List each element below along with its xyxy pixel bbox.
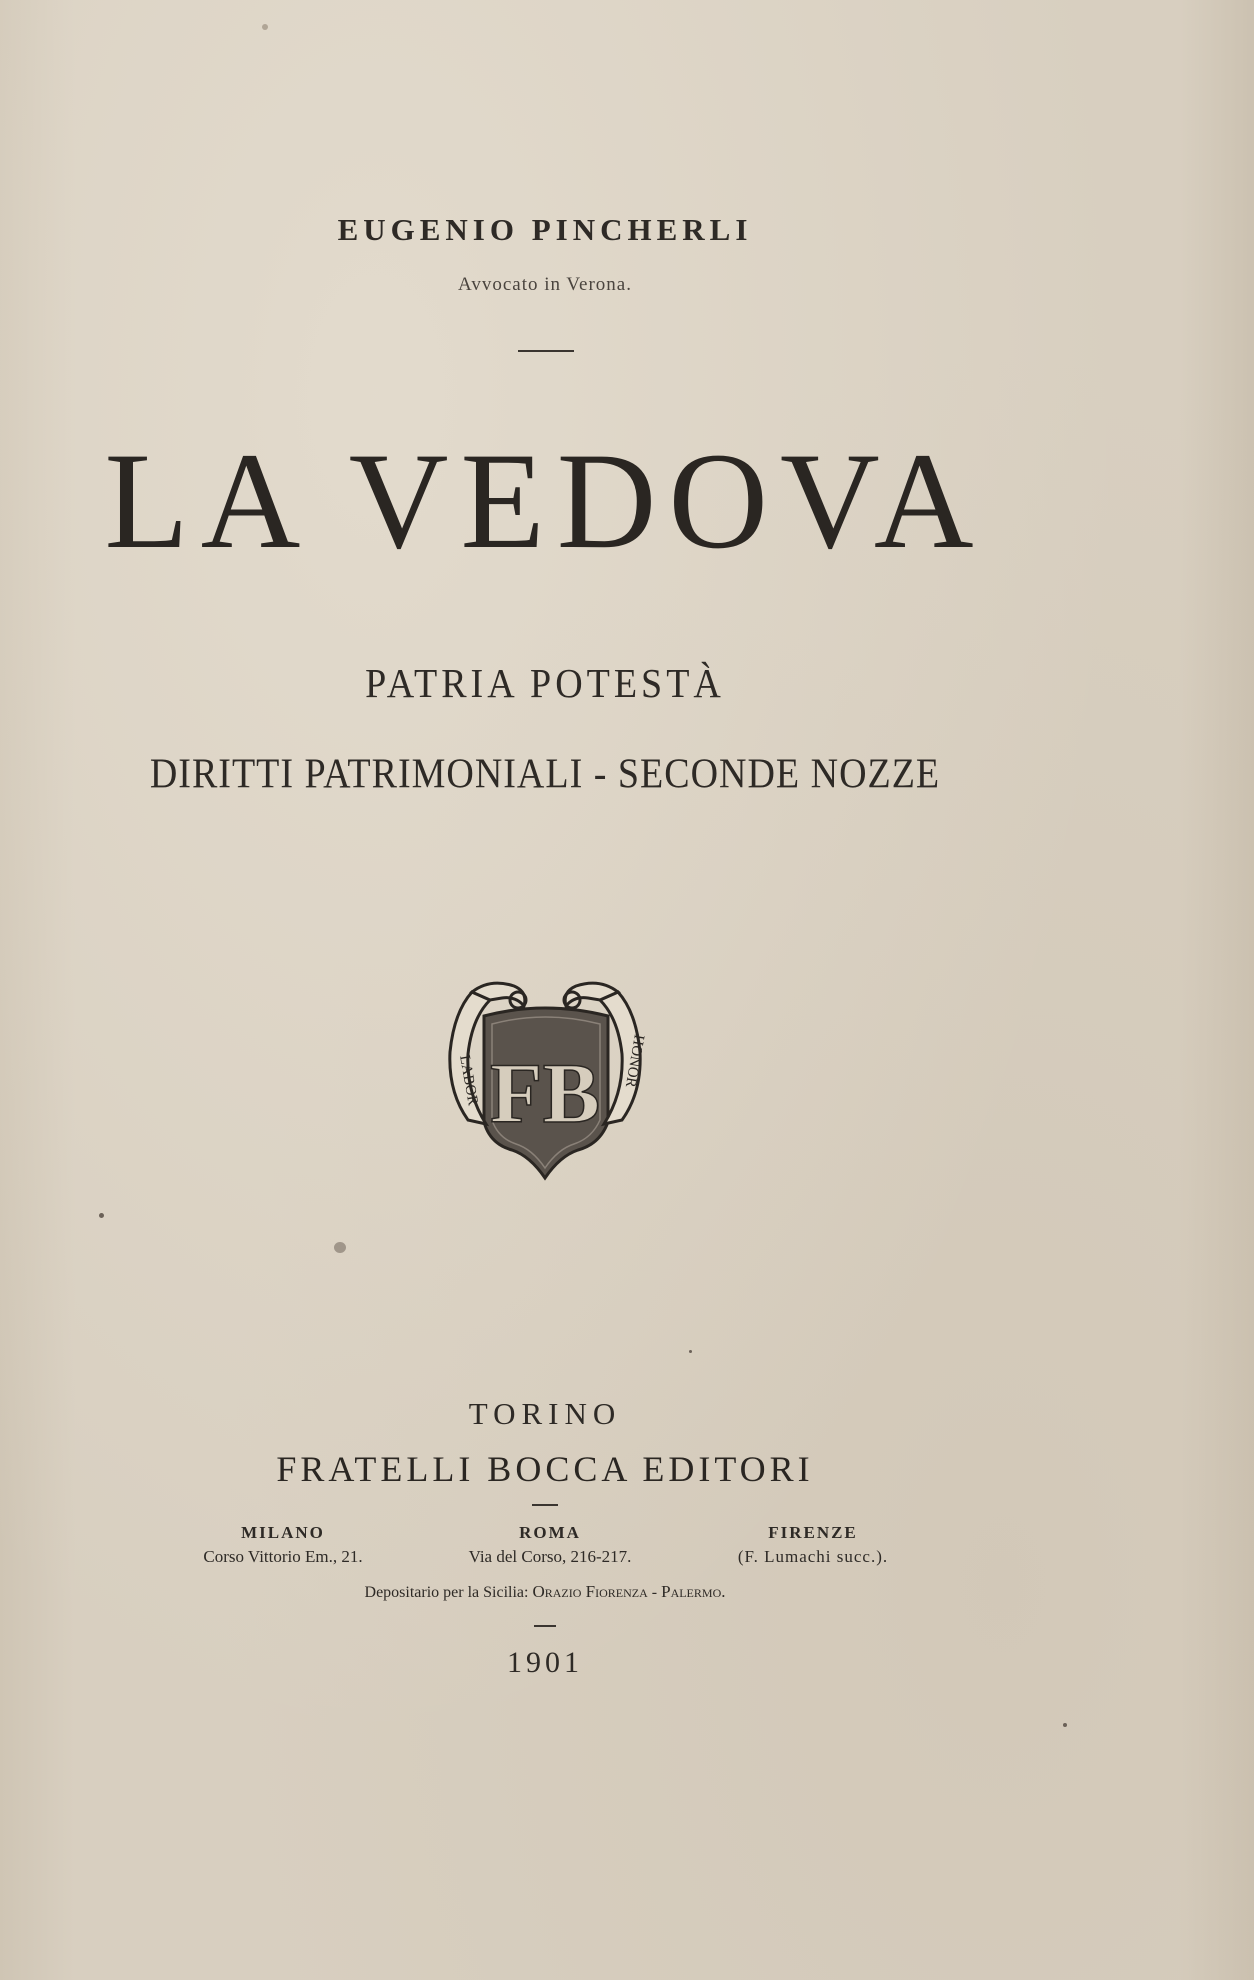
motto-left: LABOR bbox=[456, 1053, 481, 1107]
motto-right: HONOR bbox=[621, 1033, 647, 1089]
branch-address: Corso Vittorio Em., 21. bbox=[203, 1547, 363, 1566]
publisher-name: FRATELLI BOCCA EDITORI bbox=[276, 1449, 814, 1489]
branch-roma bbox=[420, 1523, 680, 1567]
author-role: Avvocato in Verona. bbox=[458, 274, 632, 295]
branch-milano bbox=[168, 1523, 398, 1567]
depositary-separator: - bbox=[651, 1584, 658, 1601]
branch-address: Via del Corso, 216-217. bbox=[468, 1547, 632, 1566]
divider-rule bbox=[534, 1625, 556, 1627]
branch-city: FIRENZE bbox=[768, 1523, 858, 1542]
branch-city: MILANO bbox=[241, 1523, 325, 1542]
subtitle-line-1: PATRIA POTESTÀ bbox=[365, 661, 725, 707]
paper-speck bbox=[99, 1213, 104, 1218]
sicily-depositary-line bbox=[0, 1582, 1090, 1602]
paper-speck bbox=[262, 24, 268, 30]
book-title: LA VEDOVA bbox=[104, 424, 986, 577]
branch-city: ROMA bbox=[519, 1523, 581, 1542]
divider-rule bbox=[532, 1504, 558, 1506]
emblem-monogram: FB bbox=[490, 1045, 600, 1141]
branch-address: (F. Lumachi succ.). bbox=[737, 1547, 889, 1566]
depositary-prefix: Depositario per la Sicilia: bbox=[364, 1584, 529, 1601]
publisher-shield-emblem-icon bbox=[432, 972, 658, 1200]
paper-speck bbox=[1063, 1723, 1067, 1727]
paper-speck bbox=[334, 1242, 346, 1253]
publication-year: 1901 bbox=[507, 1646, 583, 1679]
paper-speck bbox=[689, 1350, 692, 1353]
subtitle-line-2: DIRITTI PATRIMONIALI - SECONDE NOZZE bbox=[149, 750, 941, 798]
imprint-city: TORINO bbox=[468, 1396, 622, 1431]
depositary-city: Palermo. bbox=[661, 1582, 726, 1601]
branch-firenze bbox=[688, 1523, 938, 1567]
author-name: EUGENIO PINCHERLI bbox=[337, 212, 753, 247]
depositary-name: Orazio Fiorenza bbox=[532, 1582, 648, 1601]
divider-rule bbox=[518, 350, 574, 352]
